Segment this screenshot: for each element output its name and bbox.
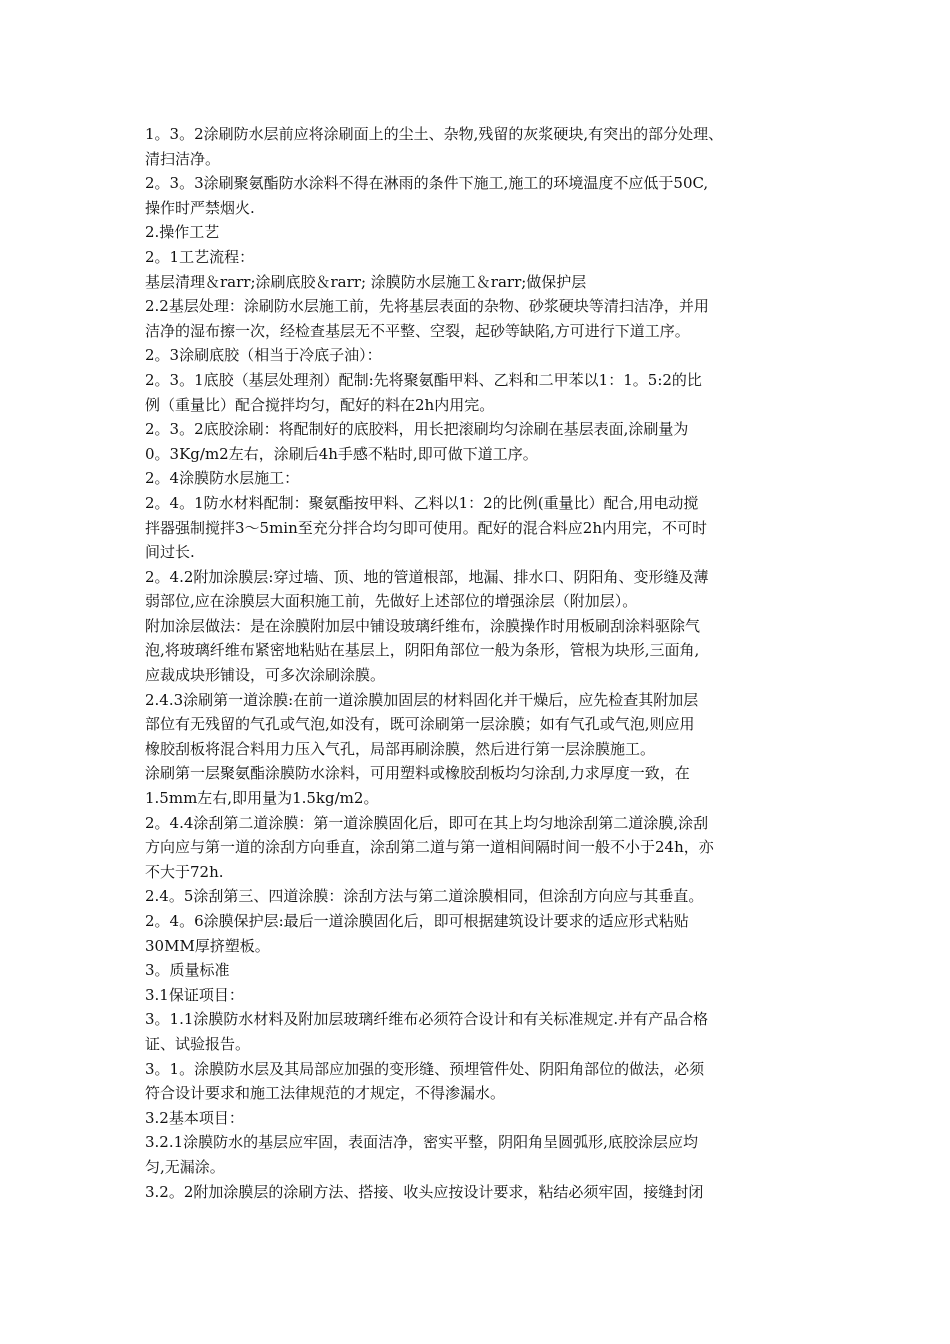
text-line: 部位有无残留的气孔或气泡,如没有，既可涂刷第一层涂膜；如有气孔或气泡,则应用: [145, 715, 695, 734]
text-line: 符合设计要求和施工法律规范的才规定，不得渗漏水。: [145, 1084, 506, 1103]
text-line: 30MM厚挤塑板。: [145, 936, 270, 955]
text-line: 附加涂层做法：是在涂膜附加层中铺设玻璃纤维布，涂膜操作时用板刷刮涂料驱除气: [145, 616, 701, 635]
document-body: [145, 122, 817, 1204]
section-heading: 3。质量标准: [145, 961, 230, 980]
text-line: 3.2.1涂膜防水的基层应牢固，表面洁净，密实平整，阴阳角呈圆弧形,底胶涂层应均: [145, 1133, 698, 1152]
text-line: 1.5mm左右,即用量为1.5kg/m2。: [145, 789, 379, 808]
text-line: 应裁成块形铺设，可多次涂刷涂膜。: [145, 666, 386, 685]
text-line: 拌器强制搅拌3～5min至充分拌合均匀即可使用。配好的混合料应2h内用完，不可时: [145, 518, 707, 537]
text-line: 2。4。6涂膜保护层:最后一道涂膜固化后，即可根据建筑设计要求的适应形式粘贴: [145, 912, 689, 930]
text-line: 橡胶刮板将混合料用力压入气孔，局部再刷涂膜，然后进行第一层涂膜施工。: [145, 739, 656, 758]
text-line: 3.2。2附加涂膜层的涂刷方法、搭接、收头应按设计要求，粘结必须牢固，接缝封闭: [145, 1182, 704, 1201]
text-line: 弱部位,应在涂膜层大面积施工前，先做好上述部位的增强涂层（附加层）。: [145, 592, 638, 611]
text-line: 操作时严禁烟火.: [145, 198, 255, 217]
text-line: 2。4.4涂刮第二道涂膜：第一道涂膜固化后，即可在其上均匀地涂刮第二道涂膜,涂刮: [145, 813, 709, 832]
text-line: 2。3。2底胶涂刷：将配制好的底胶料，用长把滚刷均匀涂刷在基层表面,涂刷量为: [145, 420, 689, 439]
text-line: 不大于72h.: [145, 862, 224, 881]
text-line: 2.2基层处理：涂刷防水层施工前，先将基层表面的杂物、砂浆硬块等清扫洁净，并用: [145, 297, 709, 316]
text-line: 洁净的湿布擦一次，经检查基层无不平整、空裂，起砂等缺陷,方可进行下道工序。: [145, 321, 690, 340]
text-line: 1。3。2涂刷防水层前应将涂刷面上的尘土、杂物,残留的灰浆硬块,有突出的部分处理、: [145, 125, 724, 143]
text-line: 2。4.2附加涂膜层:穿过墙、顶、地的管道根部，地漏、排水口、阴阳角、变形缝及薄: [145, 567, 709, 586]
text-line: 2。3。3涂刷聚氨酯防水涂料不得在淋雨的条件下施工,施工的环境温度不应低于50C,: [145, 174, 709, 193]
text-line: 基层清理＆rarr;涂刷底胶＆rarr; 涂膜防水层施工＆rarr;做保护层: [145, 272, 587, 291]
text-line: 3。1.1涂膜防水材料及附加层玻璃纤维布必须符合设计和有关标准规定.并有产品合格: [145, 1010, 709, 1029]
text-line: 例（重量比）配合搅拌均匀，配好的料在2h内用完。: [145, 395, 495, 414]
section-heading: 2.操作工艺: [145, 223, 220, 242]
text-line: 2。3涂刷底胶（相当于冷底子油）：: [145, 346, 382, 365]
text-line: 方向应与第一道的涂刮方向垂直，涂刮第二道与第一道相间隔时间一般不小于24h，亦: [145, 838, 714, 857]
text-line: 2。3。1底胶（基层处理剂）配制:先将聚氨酯甲料、乙料和二甲苯以1：1。5:2的比: [145, 370, 702, 389]
text-line: 3.2基本项目：: [145, 1108, 244, 1127]
text-line: 2.4.3涂刷第一道涂膜:在前一道涂膜加固层的材料固化并干燥后，应先检查其附加层: [145, 690, 699, 709]
text-line: 证、试验报告。: [145, 1034, 251, 1053]
text-line: 0。3Kg/m2左右，涂刷后4h手感不粘时,即可做下道工序。: [145, 444, 538, 463]
text-line: 间过长.: [145, 543, 195, 562]
text-line: 清扫洁净。: [145, 149, 221, 168]
text-line: 2。4涂膜防水层施工：: [145, 469, 300, 488]
text-line: 3.1保证项目：: [145, 985, 244, 1004]
text-line: 匀,无漏涂。: [145, 1157, 225, 1176]
text-line: 涂刷第一层聚氨酯涂膜防水涂料，可用塑料或橡胶刮板均匀涂刮,力求厚度一致，在: [145, 764, 690, 783]
text-line: 2.4。5涂刮第三、四道涂膜：涂刮方法与第二道涂膜相同，但涂刮方向应与其垂直。: [145, 887, 704, 906]
text-line: 2。1工艺流程：: [145, 247, 255, 266]
text-line: 3。1。涂膜防水层及其局部应加强的变形缝、预埋管件处、阴阳角部位的做法，必须: [145, 1059, 705, 1078]
text-line: 泡,将玻璃纤维布紧密地粘贴在基层上，阴阳角部位一般为条形，管根为块形,三面角,: [145, 641, 700, 660]
text-line: 2。4。1防水材料配制：聚氨酯按甲料、乙料以1：2的比例(重量比）配合,用电动搅: [145, 493, 699, 512]
